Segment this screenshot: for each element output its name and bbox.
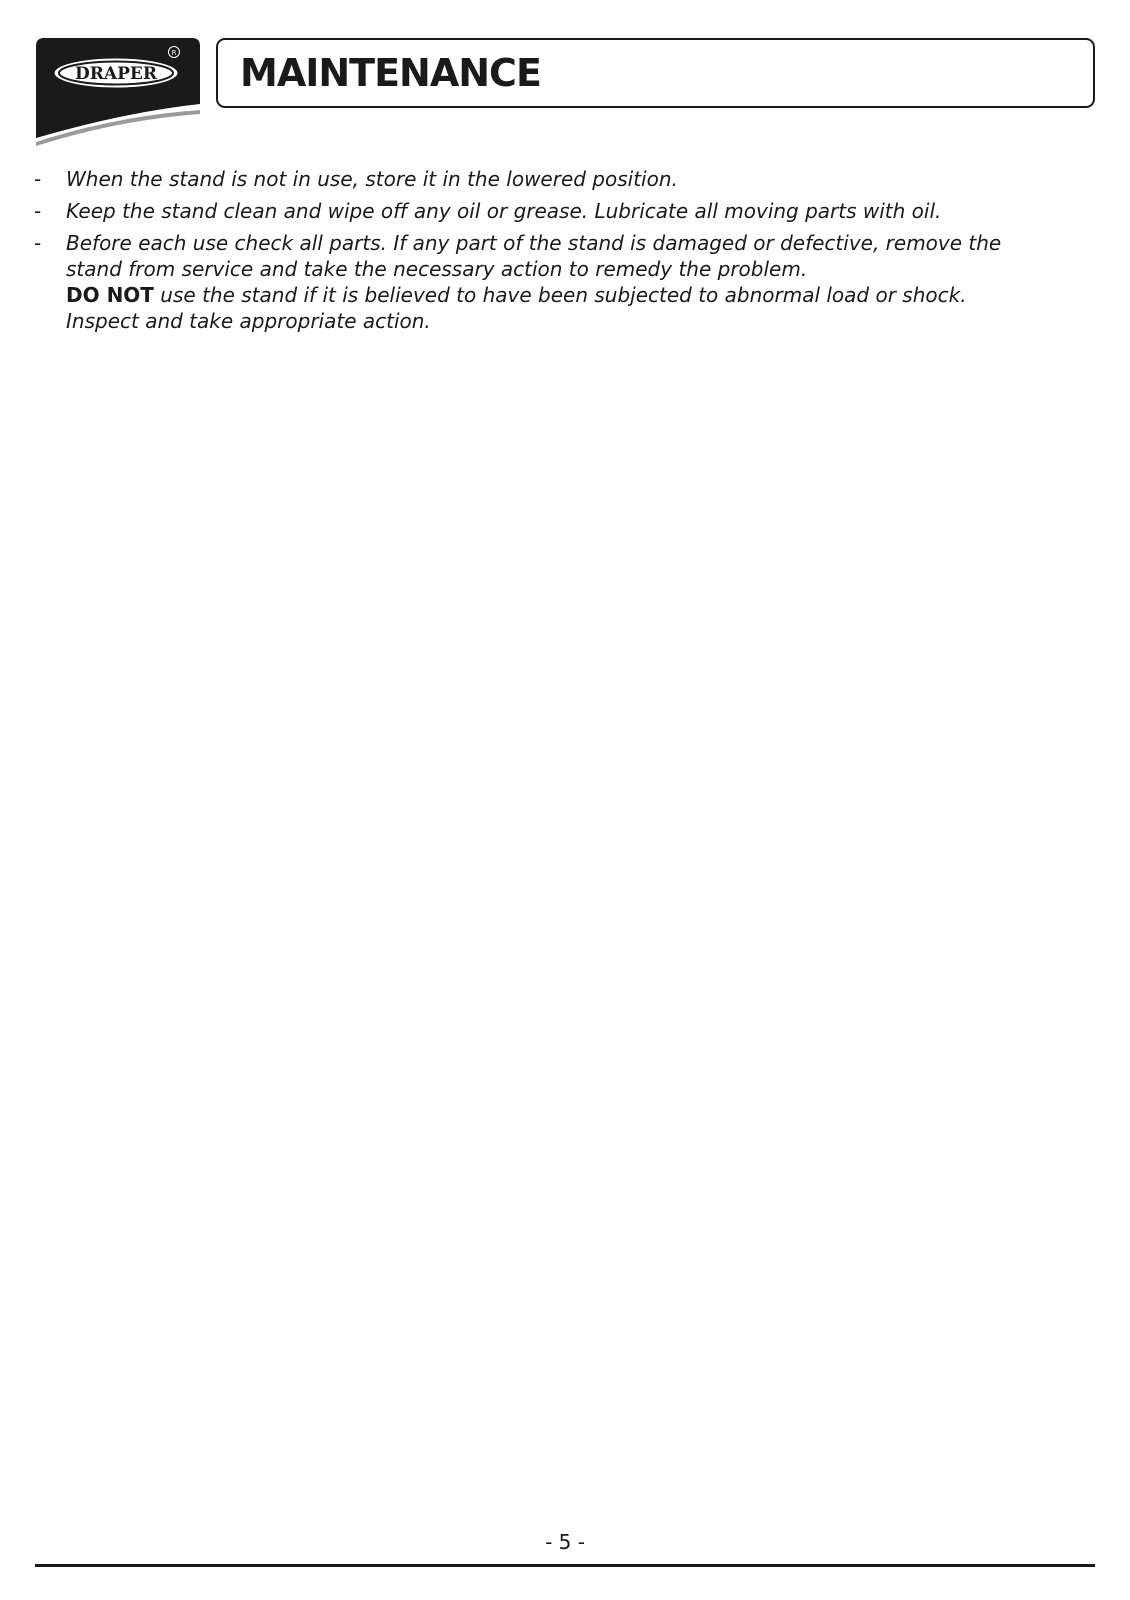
list-item [34,166,1094,192]
page-title-box [216,38,1095,108]
list-item [34,198,1094,224]
bullet-dash: - [34,167,42,191]
warning-text: use the stand if it is believed to have been subjected to abnormal load or shock. [153,283,967,307]
logo-wordmark: DRAPER [75,64,157,84]
item-text: stand from service and take the necessary action to remedy the problem. [66,257,808,281]
warning-line [66,282,1094,308]
maintenance-list [34,166,1094,340]
item-text: When the stand is not in use, store it in the lowered position. [66,167,678,191]
page-number: - 5 - [545,1530,585,1554]
bullet-dash: - [34,231,42,255]
item-text: Before each use check all parts. If any part of the stand is damaged or defective, remove the [66,231,1002,255]
do-not-label: DO NOT [66,283,154,307]
item-text: Inspect and take appropriate action. [66,309,431,333]
footer-rule [35,1564,1095,1567]
registered-mark: R [171,49,177,57]
bullet-dash: - [34,199,42,223]
page-title: MAINTENANCE [240,51,541,95]
list-item [34,230,1094,334]
draper-logo [36,38,206,150]
item-text: Keep the stand clean and wipe off any oil or grease. Lubricate all moving parts with oil. [66,199,942,223]
